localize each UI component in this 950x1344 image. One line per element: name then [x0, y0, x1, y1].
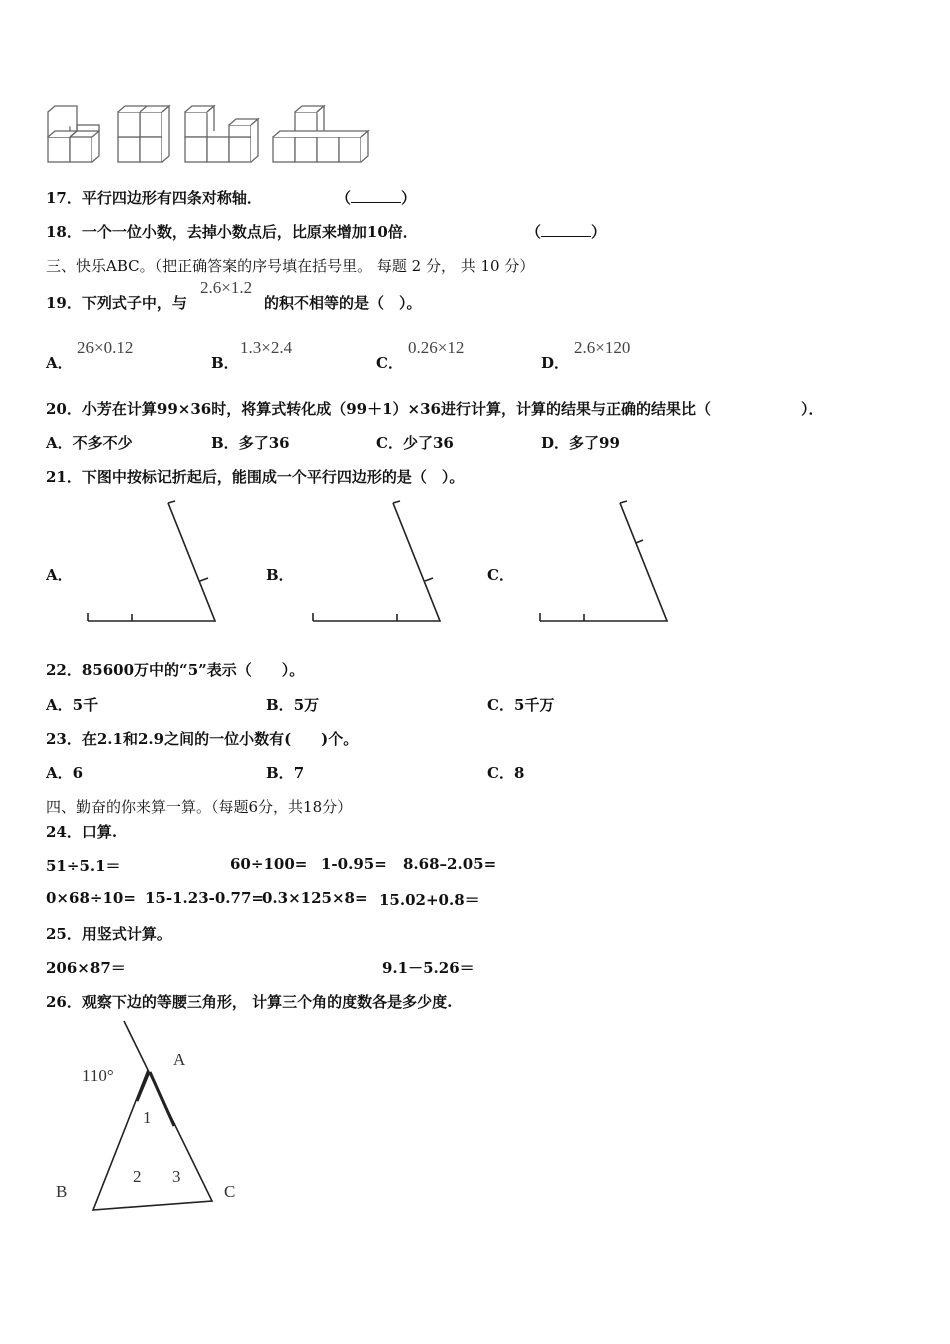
q25-item-1[interactable]: 206×87＝	[46, 959, 126, 977]
q18-number: 18．	[46, 223, 82, 241]
q20-text: 小芳在计算99×36时，将算式转化成（99＋1）×36进行计算，计算的结果与正确的结果比（ ）．	[81, 400, 824, 418]
q24-r1-c2[interactable]: 60÷100=	[230, 855, 308, 873]
q23-option-a[interactable]: A．6	[46, 764, 84, 782]
q21-figure-a[interactable]	[80, 495, 225, 630]
extension-line	[124, 1021, 148, 1070]
q21-option-b-label[interactable]: B．	[266, 566, 294, 584]
angle-3-label: 3	[172, 1167, 181, 1186]
q22-option-a[interactable]: A．5千	[46, 696, 99, 714]
triangle-outline	[93, 1070, 212, 1210]
q26-triangle-figure	[50, 1015, 250, 1220]
q19-option-b-expr[interactable]: 1.3×2.4	[240, 338, 293, 357]
q20-option-b[interactable]: B．多了36	[211, 434, 290, 452]
q22-text: 85600万中的“5”表示（ ）。	[81, 661, 305, 679]
q17-answer[interactable]: （ ）	[336, 189, 417, 207]
q23-option-b[interactable]: B．7	[266, 764, 305, 782]
cube-figure-4	[273, 106, 368, 162]
q23-text: 在2.1和2.9之间的一位小数有( )个。	[81, 730, 359, 748]
q23-option-c[interactable]: C．8	[487, 764, 525, 782]
q25-line: 25．用竖式计算。	[46, 925, 172, 943]
q19-question-tail: 的积不相等的是（ ）。	[264, 294, 422, 312]
q24-r2-c4[interactable]: 15.02+0.8＝	[379, 891, 480, 909]
q17-number: 17．	[46, 189, 82, 207]
q24-r2-c3[interactable]: 0.3×125×8=	[262, 889, 368, 907]
vertex-b-label: B	[56, 1182, 68, 1201]
q26-text: 观察下边的等腰三角形， 计算三个角的度数各是多少度.	[81, 993, 453, 1011]
q19-option-d-label[interactable]: D．	[541, 354, 570, 372]
q19-option-c-expr[interactable]: 0.26×12	[408, 338, 465, 357]
q19-option-c-label[interactable]: C．	[376, 354, 403, 372]
q19-option-a-expr[interactable]: 26×0.12	[77, 338, 134, 357]
q22-option-c[interactable]: C．5千万	[487, 696, 555, 714]
q24-r1-c3[interactable]: 1-0.95=	[321, 855, 387, 873]
q19-option-a-label[interactable]: A．	[46, 354, 73, 372]
section-3-heading: 三、快乐ABC。（把正确答案的序号填在括号里。 每题 2 分， 共 10 分）	[46, 257, 535, 275]
q26-line: 26．观察下边的等腰三角形， 计算三个角的度数各是多少度.	[46, 993, 453, 1011]
q21-figure-c[interactable]	[532, 495, 677, 630]
q24-r1-c4[interactable]: 8.68–2.05=	[403, 855, 497, 873]
q24-r2-c2[interactable]: 15-1.23-0.77=	[145, 889, 264, 907]
q18-answer[interactable]: （ ）	[526, 223, 607, 241]
q22-option-b[interactable]: B．5万	[266, 696, 320, 714]
q21-option-a-label[interactable]: A．	[46, 566, 73, 584]
q25-item-2[interactable]: 9.1－5.26＝	[382, 959, 475, 977]
q21-text: 下图中按标记折起后，能围成一个平行四边形的是（ ）。	[81, 468, 465, 486]
q19-option-d-expr[interactable]: 2.6×120	[574, 338, 631, 357]
q19-expression: 2.6×1.2	[200, 278, 253, 297]
q22-line: 22．85600万中的“5”表示（ ）。	[46, 661, 305, 679]
vertex-c-label: C	[224, 1182, 236, 1201]
cube-figure-1	[48, 106, 99, 162]
q20-option-c[interactable]: C．少了36	[376, 434, 454, 452]
q21-option-c-label[interactable]: C．	[487, 566, 514, 584]
q18-line	[46, 221, 418, 242]
q21-line: 21．下图中按标记折起后，能围成一个平行四边形的是（ ）。	[46, 468, 465, 486]
cube-figures	[40, 95, 380, 170]
cube-figure-3	[185, 106, 258, 162]
q24-r1-c1[interactable]: 51÷5.1＝	[46, 857, 121, 875]
q18-text: 一个一位小数，去掉小数点后，比原来增加10倍．	[81, 223, 418, 241]
angle-110-label: 110°	[82, 1066, 114, 1085]
q17-blank[interactable]	[351, 190, 401, 203]
q17-text: 平行四边形有四条对称轴．	[81, 189, 262, 207]
q20-option-a[interactable]: A．不多不少	[46, 434, 133, 452]
vertex-a-label: A	[173, 1050, 186, 1069]
q20-option-d[interactable]: D．多了99	[541, 434, 620, 452]
q21-figure-b[interactable]	[305, 495, 450, 630]
angle-1-label: 1	[143, 1108, 152, 1127]
q24-line: 24．口算.	[46, 823, 118, 841]
q18-blank[interactable]	[541, 224, 591, 237]
section-4-heading: 四、勤奋的你来算一算。（每题6分，共18分）	[46, 798, 353, 816]
angle-2-label: 2	[133, 1167, 142, 1186]
q19-line: 19．下列式子中，与	[46, 294, 187, 312]
q24-r2-c1[interactable]: 0×68÷10=	[46, 889, 136, 907]
q17-line	[46, 187, 262, 208]
q19-option-b-label[interactable]: B．	[211, 354, 239, 372]
cube-figure-2	[118, 106, 169, 162]
q23-line: 23．在2.1和2.9之间的一位小数有( )个。	[46, 730, 359, 748]
q20-line: 20．小芳在计算99×36时，将算式转化成（99＋1）×36进行计算，计算的结果与正确的结果比（ ）．	[46, 400, 824, 418]
